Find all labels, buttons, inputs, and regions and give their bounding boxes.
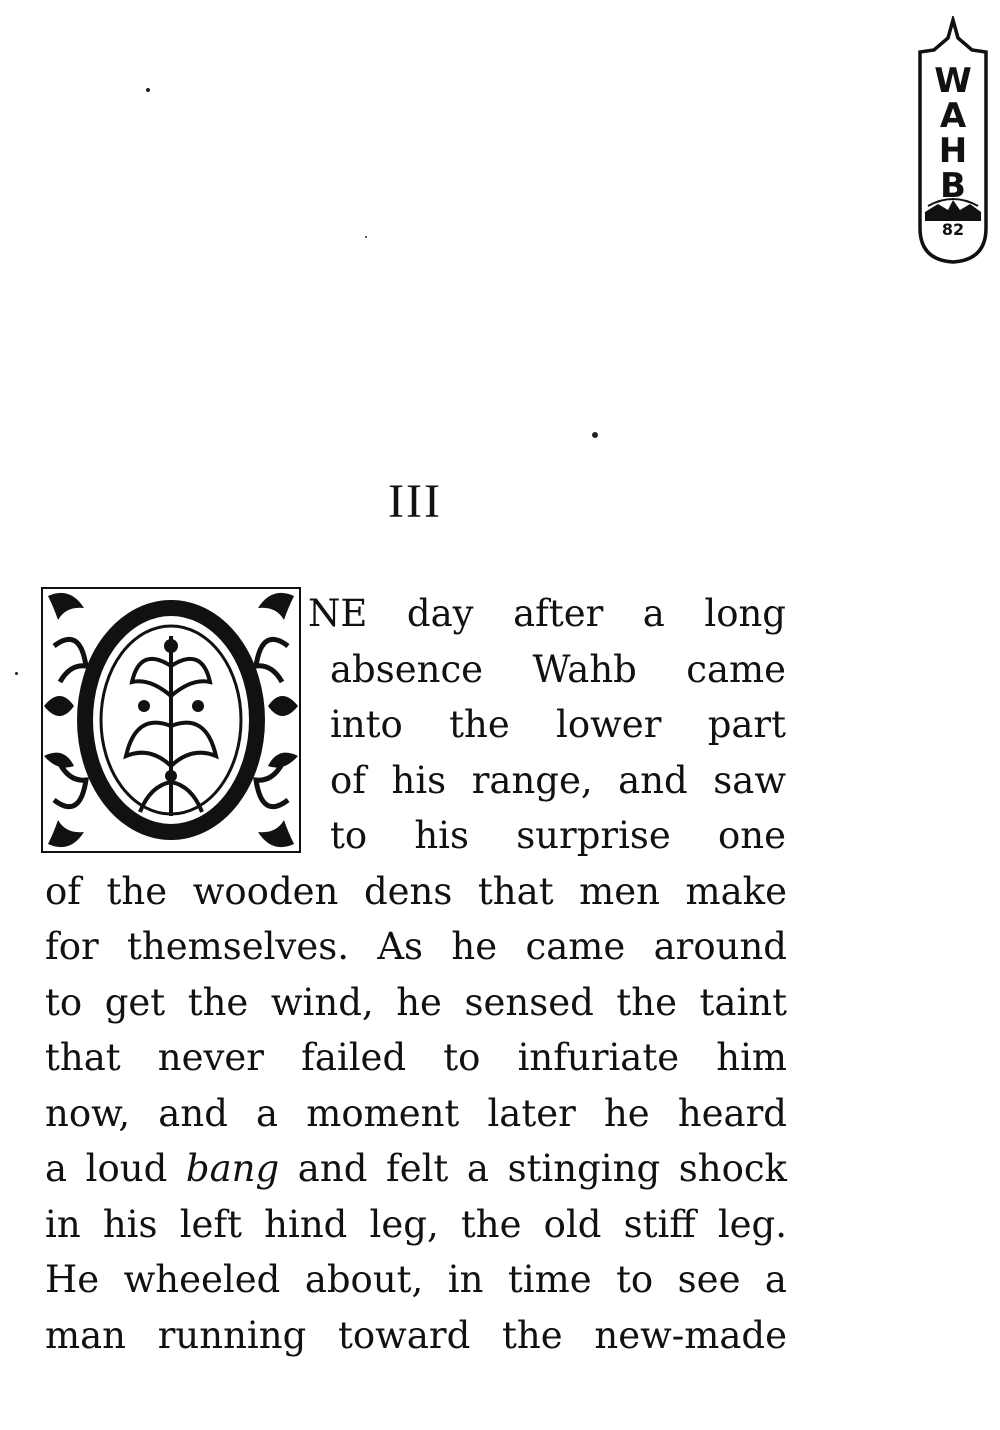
text-line: of the wooden dens that men make xyxy=(45,869,787,913)
text-line: to his surprise one xyxy=(330,814,786,857)
text-line: He wheeled about, in time to see a xyxy=(45,1258,787,1301)
text-line: absence Wahb came xyxy=(330,647,786,691)
text-line: to get the wind, he sensed the taint xyxy=(45,980,787,1024)
text-line-with-italic xyxy=(45,1141,787,1197)
paragraph-indented-lines xyxy=(330,642,786,864)
text-line: NE day after a long xyxy=(308,592,786,635)
print-speck xyxy=(592,432,598,438)
text-run: a loud xyxy=(45,1147,186,1190)
running-header-badge xyxy=(914,16,992,266)
badge-title xyxy=(914,61,992,206)
text-line: man running toward the new-made xyxy=(45,1313,787,1357)
paragraph-body xyxy=(45,864,787,1364)
text-line: that never failed to infuriate him xyxy=(45,1036,787,1079)
text-line: for themselves. As he came around xyxy=(45,925,787,968)
badge-letter: B xyxy=(940,166,966,206)
text-line: of his range, and saw xyxy=(330,758,786,802)
italic-word: bang xyxy=(185,1147,280,1190)
badge-letter: H xyxy=(938,131,968,171)
text-line: now, and a moment later he heard xyxy=(45,1091,787,1135)
page-number: 82 xyxy=(941,220,965,239)
badge-letter: W xyxy=(934,61,972,101)
text-line: in his left hind leg, the old stiff leg. xyxy=(45,1202,787,1246)
print-speck xyxy=(15,672,18,675)
text-run: and felt a stinging shock xyxy=(279,1147,787,1190)
chapter-heading: III xyxy=(388,475,442,528)
print-speck xyxy=(146,88,150,92)
text-line: into the lower part xyxy=(330,703,786,746)
foliage-ornament xyxy=(40,586,302,854)
badge-letter: A xyxy=(939,96,967,136)
paragraph-first-line xyxy=(308,586,786,642)
ornamental-drop-cap xyxy=(40,586,302,854)
print-speck xyxy=(365,236,367,238)
